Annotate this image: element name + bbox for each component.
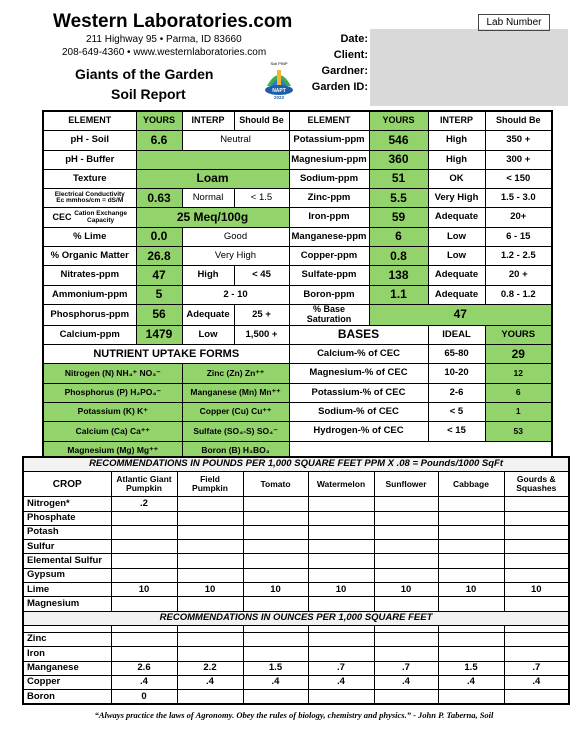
table-cell <box>111 525 177 539</box>
should-be-header: Should Be <box>234 111 289 131</box>
element-value: 1.1 <box>369 285 428 304</box>
element-value: 6 <box>369 227 428 246</box>
table-cell <box>308 690 374 705</box>
element-should-be: 300 + <box>485 150 552 169</box>
ec-should-be: < 1.5 <box>234 189 289 208</box>
table-cell <box>504 511 569 525</box>
phosphorus-label: Phosphorus-ppm <box>43 304 136 325</box>
table-cell: 1.5 <box>438 661 504 675</box>
nitrates-interp: High <box>182 266 234 285</box>
table-cell <box>111 554 177 568</box>
element-label: Iron-ppm <box>289 208 369 227</box>
ec-label: Electrical Conductivity Ec mmhos/cm = dS/M <box>43 189 136 208</box>
element-interp: Low <box>428 247 485 266</box>
table-cell <box>308 540 374 554</box>
element-should-be: 20+ <box>485 208 552 227</box>
table-row <box>23 540 569 554</box>
element-label: Sulfate-ppm <box>289 266 369 285</box>
bases-row-ideal: 10-20 <box>428 364 485 383</box>
table-row <box>23 661 569 675</box>
nutrient-form: Phosphorus (P) H₂PO₄⁻ <box>43 383 182 402</box>
table-row <box>23 690 569 705</box>
bases-row-label: Sodium-% of CEC <box>289 402 428 421</box>
bases-row-ideal: 65-80 <box>428 345 485 364</box>
yours-header: YOURS <box>369 111 428 131</box>
pounds-title-row <box>23 457 569 472</box>
nutrient-form: Manganese (Mn) Mn⁺⁺ <box>182 383 289 402</box>
bases-ideal-header: IDEAL <box>428 325 485 344</box>
table-cell <box>438 597 504 611</box>
table-row <box>43 304 552 325</box>
spacer-cell <box>111 625 177 632</box>
row-label: Magnesium <box>23 597 111 611</box>
report-subtitle: Soil Report <box>111 86 186 102</box>
table-row <box>43 266 552 285</box>
table-cell <box>308 511 374 525</box>
table-cell: 2.6 <box>111 661 177 675</box>
bases-yours-header: YOURS <box>485 325 552 344</box>
table-row <box>43 169 552 188</box>
bases-row-ideal: 2-6 <box>428 383 485 402</box>
soil-results-table <box>42 110 553 462</box>
element-label: Sodium-ppm <box>289 169 369 188</box>
element-value: 59 <box>369 208 428 227</box>
table-row <box>23 525 569 539</box>
pound-rows <box>23 497 569 611</box>
bases-title: BASES <box>289 325 428 344</box>
table-cell: .4 <box>438 675 504 689</box>
table-row <box>43 285 552 304</box>
table-cell <box>374 497 438 511</box>
row-label: Phosphate <box>23 511 111 525</box>
ec-value: 0.63 <box>136 189 182 208</box>
nutrient-form: Copper (Cu) Cu⁺⁺ <box>182 402 289 421</box>
table-row <box>43 247 552 266</box>
ph-buffer-label: pH - Buffer <box>43 150 136 169</box>
table-cell <box>308 525 374 539</box>
row-label: Boron <box>23 690 111 705</box>
table-cell: 10 <box>504 583 569 597</box>
table-cell <box>374 647 438 661</box>
bases-row-label: Calcium-% of CEC <box>289 345 428 364</box>
crop-name: Tomato <box>243 472 308 497</box>
element-interp: Low <box>428 227 485 246</box>
table-cell <box>504 597 569 611</box>
table-cell: .4 <box>177 675 243 689</box>
lime-value: 0.0 <box>136 227 182 246</box>
row-label: Elemental Sulfur <box>23 554 111 568</box>
table-cell <box>177 690 243 705</box>
texture-value: Loam <box>136 169 289 188</box>
row-label: Copper <box>23 675 111 689</box>
bases-row-label: Hydrogen-% of CEC <box>289 422 428 441</box>
ammonium-label: Ammonium-ppm <box>43 285 136 304</box>
table-cell <box>438 525 504 539</box>
nitrates-should-be: < 45 <box>234 266 289 285</box>
element-value: 546 <box>369 131 428 150</box>
table-cell <box>111 597 177 611</box>
table-cell: 2.2 <box>177 661 243 675</box>
napt-logo <box>262 60 296 100</box>
crop-header: CROP <box>23 472 111 497</box>
base-saturation-value: 47 <box>369 304 552 325</box>
table-row <box>43 364 552 383</box>
table-cell <box>504 554 569 568</box>
table-cell <box>504 632 569 646</box>
bases-row-value: 12 <box>485 364 552 383</box>
element-should-be: 350 + <box>485 131 552 150</box>
element-interp: High <box>428 150 485 169</box>
table-row <box>23 554 569 568</box>
element-interp: Adequate <box>428 266 485 285</box>
table-cell <box>243 497 308 511</box>
element-label: Zinc-ppm <box>289 189 369 208</box>
table-cell: .4 <box>308 675 374 689</box>
calcium-value: 1479 <box>136 325 182 344</box>
spacer-cell <box>243 625 308 632</box>
table-cell: 0 <box>111 690 177 705</box>
garden-id-label: Garden ID: <box>311 81 368 93</box>
element-interp: Very High <box>428 189 485 208</box>
table-cell <box>243 511 308 525</box>
gardner-label: Gardner: <box>321 65 368 77</box>
logo-top-text: Soil PINP <box>270 61 288 66</box>
table-cell <box>308 568 374 582</box>
interp-header: INTERP <box>428 111 485 131</box>
table-cell: .7 <box>374 661 438 675</box>
table-cell: 10 <box>243 583 308 597</box>
recommendations-table <box>22 456 570 705</box>
element-label: Potassium-ppm <box>289 131 369 150</box>
row-label: Manganese <box>23 661 111 675</box>
table-cell <box>438 647 504 661</box>
table-cell <box>308 497 374 511</box>
row-label: Iron <box>23 647 111 661</box>
table-cell <box>438 497 504 511</box>
table-cell <box>504 647 569 661</box>
table-row <box>23 675 569 689</box>
table-cell <box>374 540 438 554</box>
table-cell: 10 <box>438 583 504 597</box>
element-should-be: 20 + <box>485 266 552 285</box>
table-cell <box>438 690 504 705</box>
table-cell <box>374 690 438 705</box>
element-header: ELEMENT <box>289 111 369 131</box>
table-cell <box>243 690 308 705</box>
ph-soil-label: pH - Soil <box>43 131 136 150</box>
table-cell <box>438 540 504 554</box>
bases-row-ideal: < 15 <box>428 422 485 441</box>
lab-number-box: Lab Number <box>478 14 550 31</box>
table-cell: .2 <box>111 497 177 511</box>
should-be-header: Should Be <box>485 111 552 131</box>
nutrient-uptake-title: NUTRIENT UPTAKE FORMS <box>43 345 289 364</box>
table-cell <box>177 525 243 539</box>
table-cell <box>243 568 308 582</box>
nutrient-form: Calcium (Ca) Ca⁺⁺ <box>43 422 182 441</box>
lime-label: % Lime <box>43 227 136 246</box>
element-should-be: < 150 <box>485 169 552 188</box>
element-label: Copper-ppm <box>289 247 369 266</box>
crop-name: Atlantic Giant Pumpkin <box>111 472 177 497</box>
table-cell <box>504 690 569 705</box>
pounds-section-title: RECOMMENDATIONS IN POUNDS PER 1,000 SQUARE FEET PPM X .08 = Pounds/1000 SqFt <box>23 457 569 472</box>
nutrient-form: Magnesium (Mg) Mg⁺⁺ <box>43 441 182 461</box>
element-value: 51 <box>369 169 428 188</box>
table-cell <box>374 511 438 525</box>
table-cell <box>177 554 243 568</box>
table-cell <box>504 568 569 582</box>
table-cell <box>177 597 243 611</box>
element-should-be: 0.8 - 1.2 <box>485 285 552 304</box>
crop-name: Watermelon <box>308 472 374 497</box>
row-label: Lime <box>23 583 111 597</box>
spacer-row <box>23 625 569 632</box>
table-cell <box>177 632 243 646</box>
table-row <box>23 511 569 525</box>
table-row <box>43 131 552 150</box>
cec-label: CEC Cation Exchange Capacity <box>43 208 136 227</box>
bases-row-value: 29 <box>485 345 552 364</box>
interp-header: INTERP <box>182 111 234 131</box>
header-row <box>43 111 552 131</box>
crop-name: Sunflower <box>374 472 438 497</box>
ph-buffer-value <box>136 150 289 169</box>
table-row <box>43 150 552 169</box>
nitrates-label: Nitrates-ppm <box>43 266 136 285</box>
row-label: Gypsum <box>23 568 111 582</box>
table-row <box>23 597 569 611</box>
element-value: 360 <box>369 150 428 169</box>
table-row <box>23 497 569 511</box>
element-should-be: 6 - 15 <box>485 227 552 246</box>
table-cell: .4 <box>374 675 438 689</box>
texture-label: Texture <box>43 169 136 188</box>
table-cell <box>438 554 504 568</box>
table-cell: .7 <box>308 661 374 675</box>
bases-row-value: 1 <box>485 402 552 421</box>
ec-interp: Normal <box>182 189 234 208</box>
table-cell: 10 <box>374 583 438 597</box>
table-cell <box>438 632 504 646</box>
table-cell: .4 <box>111 675 177 689</box>
spacer-cell <box>504 625 569 632</box>
row-label: Zinc <box>23 632 111 646</box>
table-cell <box>504 497 569 511</box>
element-label: Boron-ppm <box>289 285 369 304</box>
nutrient-form: Potassium (K) K⁺ <box>43 402 182 421</box>
table-cell <box>177 568 243 582</box>
table-cell: 10 <box>111 583 177 597</box>
table-cell <box>504 540 569 554</box>
element-value: 0.8 <box>369 247 428 266</box>
table-cell <box>308 632 374 646</box>
nutrient-form: Zinc (Zn) Zn⁺⁺ <box>182 364 289 383</box>
table-cell <box>111 568 177 582</box>
table-cell <box>374 597 438 611</box>
nutrient-form: Nitrogen (N) NH₄⁺ NO₃⁻ <box>43 364 182 383</box>
row-label: Nitrogen* <box>23 497 111 511</box>
table-row <box>43 325 552 344</box>
organic-matter-interp: Very High <box>182 247 289 266</box>
bases-row-value: 6 <box>485 383 552 402</box>
table-row <box>43 422 552 441</box>
element-interp: Adequate <box>428 285 485 304</box>
address-line-1: 211 Highway 95 • Parma, ID 83660 <box>86 34 242 45</box>
ph-soil-value: 6.6 <box>136 131 182 150</box>
bases-row-label: Magnesium-% of CEC <box>289 364 428 383</box>
spacer-cell <box>308 625 374 632</box>
crop-name: Field Pumpkin <box>177 472 243 497</box>
bases-row-ideal: < 5 <box>428 402 485 421</box>
bases-row-value: 53 <box>485 422 552 441</box>
calcium-should-be: 1,500 + <box>234 325 289 344</box>
ammonium-range: 2 - 10 <box>182 285 289 304</box>
yours-header: YOURS <box>136 111 182 131</box>
organic-matter-value: 26.8 <box>136 247 182 266</box>
table-cell <box>374 632 438 646</box>
phosphorus-interp: Adequate <box>182 304 234 325</box>
spacer-cell <box>374 625 438 632</box>
table-cell <box>243 525 308 539</box>
calcium-interp: Low <box>182 325 234 344</box>
table-cell: 10 <box>308 583 374 597</box>
spacer-cell <box>177 625 243 632</box>
crop-name: Cabbage <box>438 472 504 497</box>
element-interp: OK <box>428 169 485 188</box>
company-name: Western Laboratories.com <box>53 11 293 32</box>
spacer-cell <box>23 625 111 632</box>
table-cell <box>374 554 438 568</box>
table-cell <box>243 540 308 554</box>
crop-name: Gourds & Squashes <box>504 472 569 497</box>
report-title: Giants of the Garden <box>75 66 214 82</box>
phosphorus-value: 56 <box>136 304 182 325</box>
table-cell: 10 <box>177 583 243 597</box>
element-value: 138 <box>369 266 428 285</box>
nutrient-form: Boron (B) H₃BO₃ <box>182 441 289 461</box>
table-cell <box>308 554 374 568</box>
ounce-rows <box>23 625 569 704</box>
element-should-be: 1.5 - 3.0 <box>485 189 552 208</box>
ph-soil-interp: Neutral <box>182 131 289 150</box>
table-cell <box>438 568 504 582</box>
table-cell <box>504 525 569 539</box>
organic-matter-label: % Organic Matter <box>43 247 136 266</box>
lime-interp: Good <box>182 227 289 246</box>
ounces-section-title: RECOMMENDATIONS IN OUNCES PER 1,000 SQUARE FEET <box>23 611 569 625</box>
table-cell <box>374 525 438 539</box>
table-cell <box>374 568 438 582</box>
table-cell <box>243 554 308 568</box>
table-cell <box>177 647 243 661</box>
base-saturation-label: % Base Saturation <box>289 304 369 325</box>
table-row <box>43 208 552 227</box>
footer-quote: “Always practice the laws of Agronomy. Obey the rules of biology, chemistry and physics.” - John P. Taberna, Soil <box>94 710 494 720</box>
table-row <box>43 227 552 246</box>
table-row <box>43 345 552 364</box>
table-cell <box>177 511 243 525</box>
table-cell <box>111 632 177 646</box>
nutrient-form: Sulfate (SO₄-S) SO₄⁻ <box>182 422 289 441</box>
table-cell <box>177 540 243 554</box>
address-line-2: 208-649-4360 • www.westernlaboratories.com <box>62 47 267 58</box>
row-label: Sulfur <box>23 540 111 554</box>
table-row <box>23 647 569 661</box>
table-row <box>23 583 569 597</box>
logo-napt-text: NAPT <box>272 88 286 94</box>
table-cell <box>111 511 177 525</box>
element-header: ELEMENT <box>43 111 136 131</box>
element-label: Magnesium-ppm <box>289 150 369 169</box>
calcium-label: Calcium-ppm <box>43 325 136 344</box>
table-cell <box>438 511 504 525</box>
logo-year-text: 2023 <box>273 95 285 100</box>
table-row <box>23 568 569 582</box>
bases-row-label: Potassium-% of CEC <box>289 383 428 402</box>
table-cell <box>308 647 374 661</box>
table-row <box>43 189 552 208</box>
cec-value: 25 Meq/100g <box>136 208 289 227</box>
element-value: 5.5 <box>369 189 428 208</box>
ounces-title-row <box>23 611 569 625</box>
table-cell: .4 <box>243 675 308 689</box>
phosphorus-should-be: 25 + <box>234 304 289 325</box>
row-label: Potash <box>23 525 111 539</box>
table-cell: .4 <box>504 675 569 689</box>
client-label: Client: <box>333 49 368 61</box>
crop-header-row <box>23 472 569 497</box>
element-should-be: 1.2 - 2.5 <box>485 247 552 266</box>
ammonium-value: 5 <box>136 285 182 304</box>
spacer-cell <box>438 625 504 632</box>
table-row <box>43 383 552 402</box>
table-cell <box>308 597 374 611</box>
table-cell <box>243 597 308 611</box>
table-cell <box>177 497 243 511</box>
table-row <box>23 632 569 646</box>
table-cell <box>243 632 308 646</box>
table-row <box>43 402 552 421</box>
element-interp: Adequate <box>428 208 485 227</box>
element-label: Manganese-ppm <box>289 227 369 246</box>
table-cell <box>243 647 308 661</box>
table-cell <box>111 540 177 554</box>
element-interp: High <box>428 131 485 150</box>
table-cell: 1.5 <box>243 661 308 675</box>
date-label: Date: <box>340 33 368 45</box>
table-cell: .7 <box>504 661 569 675</box>
nitrates-value: 47 <box>136 266 182 285</box>
table-cell <box>111 647 177 661</box>
redacted-client-info <box>370 29 568 106</box>
